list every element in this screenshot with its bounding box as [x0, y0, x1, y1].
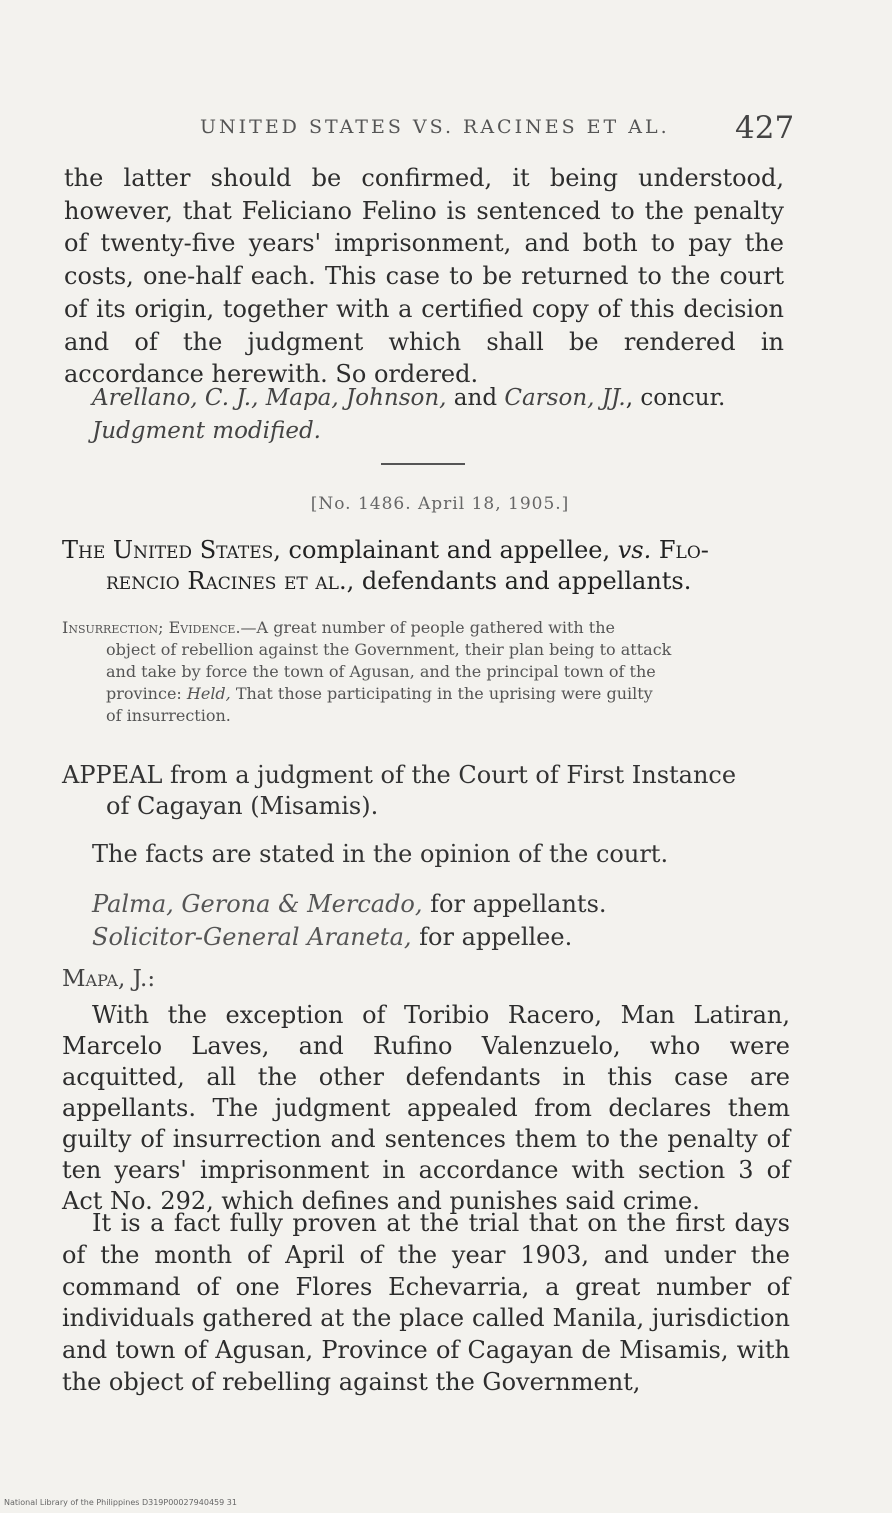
- appeal-line-1: APPEAL from a judgment of the Court of First Instance: [62, 761, 737, 789]
- appellee-role: for appellee.: [411, 923, 573, 951]
- appellee-counsel: Solicitor-General Araneta,: [92, 923, 412, 951]
- syllabus-line-5: of insurrection.: [106, 706, 231, 725]
- caption-party-2b: rencio Racines et al.: [106, 567, 347, 595]
- opinion-paragraph-1: With the exception of Toribio Racero, Man Latiran, Marcelo Laves, and Rufino Valenzuelo, who were acquitted, all the other defendants in this case are appellants. The judgment appealed from declares them guilty of insurrection and sentences them to the penalty of ten years' imprisonment in accordance with section 3 of Act No. 292, which defines and punishes said crime.: [62, 1001, 790, 1215]
- syllabus-line-4: [62, 683, 792, 705]
- facts-statement: The facts are stated in the opinion of the court.: [92, 840, 669, 868]
- concurring-judges-2: Carson, JJ.: [504, 385, 626, 411]
- appeal-statement: [62, 760, 792, 822]
- concurrence-and: and: [446, 385, 505, 411]
- appellants-counsel: Palma, Gerona & Mercado,: [92, 890, 423, 918]
- running-head: UNITED STATES VS. RACINES ET AL.: [200, 116, 670, 138]
- judgment-note: Judgment modified.: [92, 418, 321, 444]
- caption-party-1: The United States: [62, 536, 274, 564]
- syllabus-line-1: —A great number of people gathered with the: [240, 618, 615, 637]
- syllabus-heading: Insurrection; Evidence.: [62, 618, 241, 637]
- caption-role-2: , defendants and appellants.: [346, 567, 692, 595]
- caption-vs: vs.: [617, 536, 652, 564]
- syllabus: [62, 617, 792, 727]
- opinion-author: Mapa, J.:: [62, 966, 156, 992]
- syllabus-line-3: and take by force the town of Agusan, and the principal town of the: [106, 662, 656, 681]
- concur-text: , concur.: [625, 385, 726, 411]
- page-number: 427: [735, 110, 795, 146]
- docket-number: [No. 1486. April 18, 1905.]: [310, 494, 570, 514]
- caption-role-1: , complainant and appellee,: [273, 536, 618, 564]
- appeal-line-2: of Cagayan (Misamis).: [106, 792, 379, 820]
- opinion-paragraph-2: It is a fact fully proven at the trial that on the first days of the month of April of the year 1903, and under the command of one Flores Echevarria, a great number of individuals gathered at the place called Manila, jurisdiction and town of Agusan, Province of Cagayan de Misamis, with the object of rebelling against the Government,: [62, 1209, 790, 1396]
- case-caption: [62, 535, 790, 597]
- caption-party-2a: Flo-: [651, 536, 709, 564]
- appellants-role: for appellants.: [422, 890, 607, 918]
- continued-paragraph: the latter should be confirmed, it being understood, however, that Feliciano Felino is sentenced to the penalty of twenty-five years' imprisonment, and both to pay the costs, one-half each. This case to be returned to the court of its origin, together with a certified copy of this decision and of the judgment which shall be rendered in accordance herewith. So ordered.: [64, 164, 784, 389]
- scan-footer: National Library of the Philippines D319P00027940459 31: [4, 1498, 237, 1507]
- syllabus-line-2: object of rebellion against the Government, their plan being to attack: [106, 640, 672, 659]
- syllabus-line-4b: That those participating in the uprising were guilty: [230, 684, 653, 703]
- section-divider: [381, 463, 465, 465]
- concurring-judges: Arellano, C. J., Mapa, Johnson,: [92, 385, 447, 411]
- counsel-block: [92, 888, 607, 954]
- concurrence-line: [92, 383, 786, 413]
- syllabus-held: Held,: [186, 684, 231, 703]
- syllabus-line-4a: province:: [106, 684, 187, 703]
